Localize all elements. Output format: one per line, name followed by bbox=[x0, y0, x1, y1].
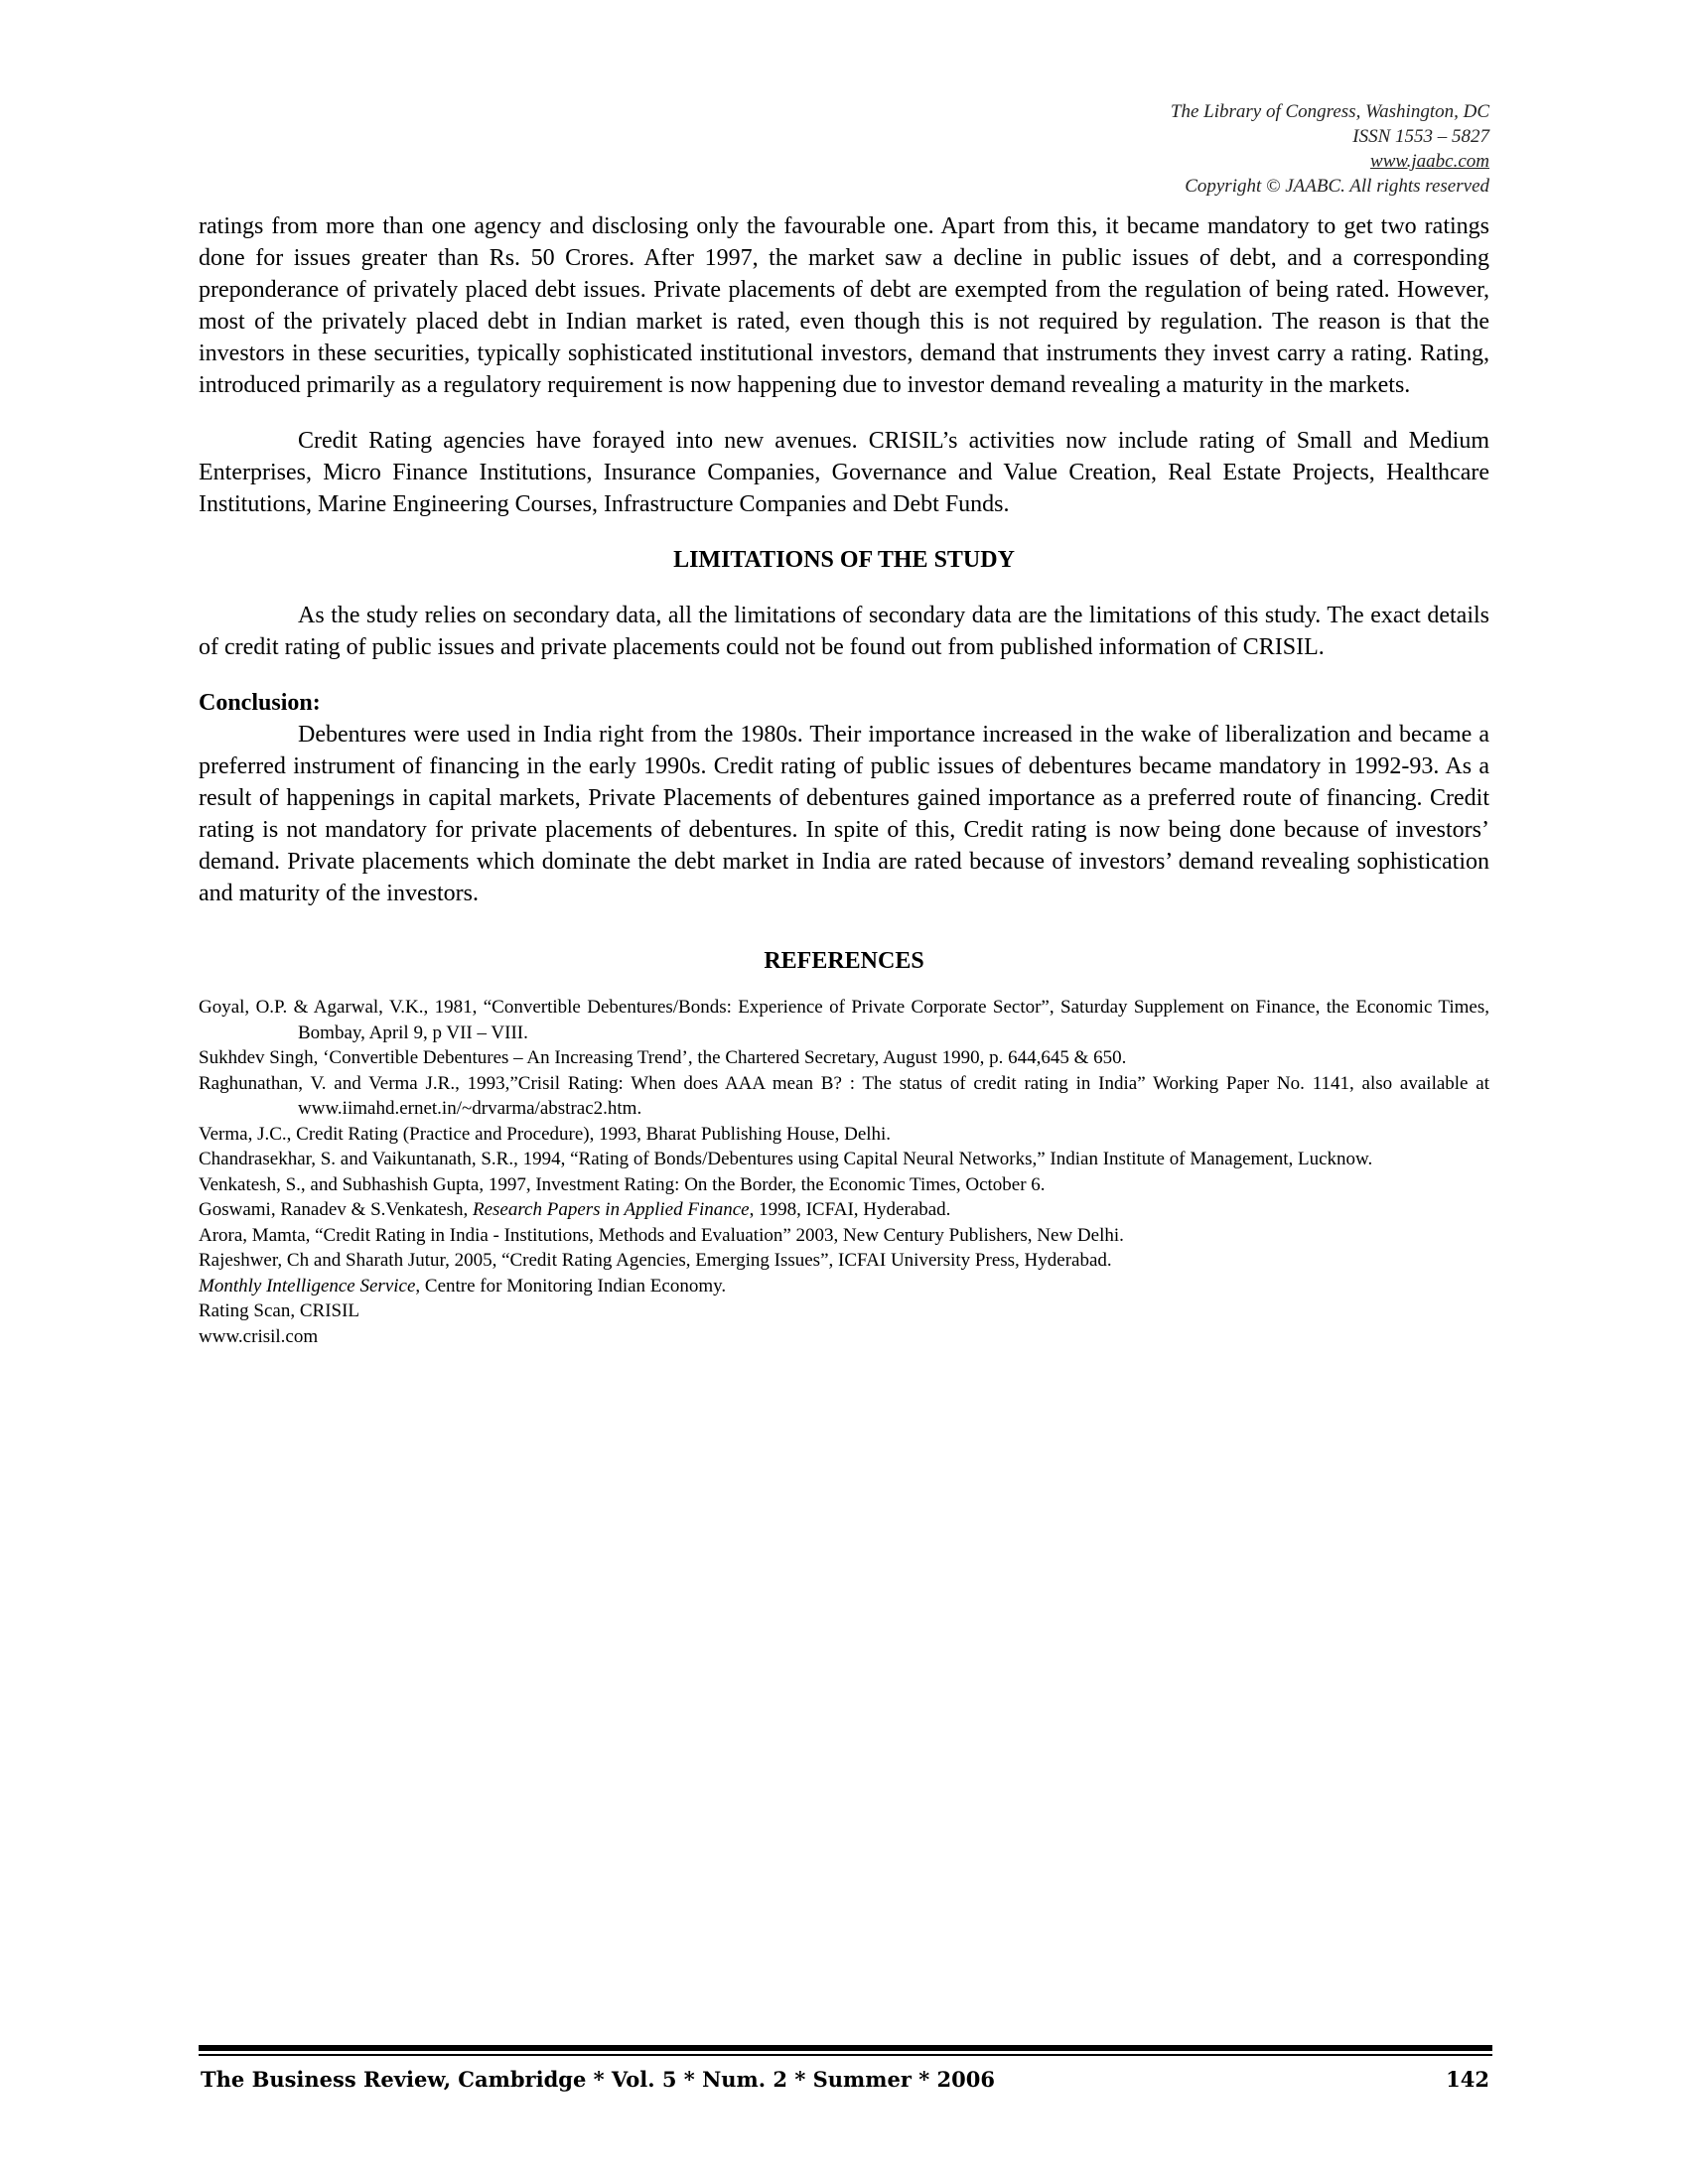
footer-rule-thick bbox=[199, 2045, 1492, 2051]
reference-item: Rating Scan, CRISIL bbox=[199, 1300, 360, 1321]
references-list bbox=[199, 995, 1489, 1349]
reference-item: Raghunathan, V. and Verma J.R., 1993,”Crisil Rating: When does AAA mean B? : The status of credit rating in India” Working Paper No. 1141, also available at www.iimahd.ernet.in/~drvarma/abstrac2.htm. bbox=[199, 1072, 1489, 1119]
page-number: 142 bbox=[1446, 2067, 1489, 2092]
reference-item bbox=[199, 1274, 1489, 1299]
footer-rule-thin bbox=[199, 2054, 1492, 2056]
paragraph-conclusion: Debentures were used in India right from the 1980s. Their importance increased in the wake of liberalization and became a preferred instrument of financing in the early 1990s. Credit rating of public issues of debentures became mandatory in 1992-93. As a result of happenings in capital markets, Private Placements of debentures gained importance as a preferred route of financing. Credit rating is not mandatory for private placements of debentures. In spite of this, Credit rating is now being done because of investors’ demand. Private placements which dominate the debt market in India are rated because of investors’ demand revealing sophistication and maturity of the investors. bbox=[199, 722, 1489, 906]
header-issn: ISSN 1553 – 5827 bbox=[1352, 126, 1489, 147]
reference-item bbox=[199, 1197, 1489, 1223]
header-copyright: Copyright © JAABC. All rights reserved bbox=[1185, 176, 1489, 197]
paragraph-ratings: ratings from more than one agency and disclosing only the favourable one. Apart from this, it became mandatory to get two ratings done for issues greater than Rs. 50 Crores. After 1997, the market saw a decline in public issues of debt, and a corresponding preponderance of privately placed debt issues. Private placements of debt are exempted from the regulation of being rated. However, most of the privately placed debt in Indian market is rated, even though this is not required by regulation. The reason is that the investors in these securities, typically sophisticated institutional investors, demand that instruments they invest carry a rating. Rating, introduced primarily as a regulatory requirement is now happening due to investor demand revealing a maturity in the markets. bbox=[199, 213, 1489, 398]
reference-title: Monthly Intelligence Service bbox=[199, 1275, 416, 1297]
reference-item: Goyal, O.P. & Agarwal, V.K., 1981, “Convertible Debentures/Bonds: Experience of Private Corporate Sector”, Saturday Supplement on Finance, the Economic Times, Bombay, April 9, p VII – VIII. bbox=[199, 997, 1489, 1043]
reference-item: Arora, Mamta, “Credit Rating in India - Institutions, Methods and Evaluation” 2003, New Century Publishers, New Delhi. bbox=[199, 1224, 1124, 1246]
reference-item: Sukhdev Singh, ‘Convertible Debentures – An Increasing Trend’, the Chartered Secretary, August 1990, p. 644,645 & 650. bbox=[199, 1047, 1127, 1068]
limitations-heading: LIMITATIONS OF THE STUDY bbox=[673, 547, 1015, 573]
reference-item: Rajeshwer, Ch and Sharath Jutur, 2005, “Credit Rating Agencies, Emerging Issues”, ICFAI University Press, Hyderabad. bbox=[199, 1250, 1112, 1271]
reference-item: Venkatesh, S., and Subhashish Gupta, 1997, Investment Rating: On the Border, the Economic Times, October 6. bbox=[199, 1173, 1046, 1195]
reference-text: , 1998, ICFAI, Hyderabad. bbox=[749, 1199, 951, 1220]
paragraph-limitations: As the study relies on secondary data, all the limitations of secondary data are the limitations of this study. The exact details of credit rating of public issues and private placements could not be found out from published information of CRISIL. bbox=[199, 603, 1489, 660]
conclusion-heading: Conclusion: bbox=[199, 690, 321, 716]
header-website-link[interactable]: www.jaabc.com bbox=[1370, 151, 1489, 172]
reference-title: Research Papers in Applied Finance bbox=[472, 1199, 750, 1220]
page-header bbox=[1171, 99, 1489, 199]
article-body bbox=[199, 210, 1489, 1349]
reference-text: , Centre for Monitoring Indian Economy. bbox=[415, 1275, 727, 1297]
paragraph-new-avenues: Credit Rating agencies have forayed into new avenues. CRISIL’s activities now include rating of Small and Medium Enterprises, Micro Finance Institutions, Insurance Companies, Governance and Value Creation, Real Estate Projects, Healthcare Institutions, Marine Engineering Courses, Infrastructure Companies and Debt Funds. bbox=[199, 428, 1489, 517]
reference-item: www.crisil.com bbox=[199, 1325, 319, 1347]
footer-journal: The Business Review, Cambridge * Vol. 5 * Num. 2 * Summer * 2006 bbox=[201, 2067, 995, 2092]
reference-text: Goswami, Ranadev & S.Venkatesh, bbox=[199, 1199, 473, 1220]
reference-item: Verma, J.C., Credit Rating (Practice and Procedure), 1993, Bharat Publishing House, Delhi. bbox=[199, 1123, 892, 1145]
references-heading: REFERENCES bbox=[764, 948, 924, 974]
reference-item: Chandrasekhar, S. and Vaikuntanath, S.R., 1994, “Rating of Bonds/Debentures using Capital Neural Networks,” Indian Institute of Management, Lucknow. bbox=[199, 1149, 1373, 1169]
header-library: The Library of Congress, Washington, DC bbox=[1170, 101, 1489, 122]
